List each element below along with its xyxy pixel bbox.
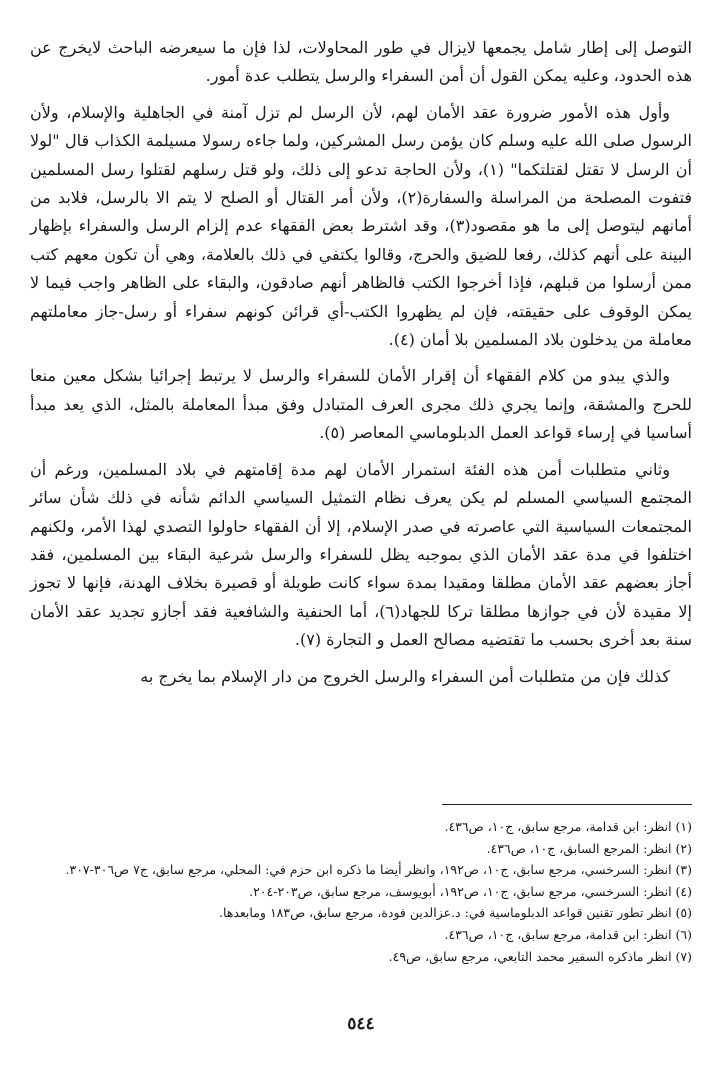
body-text	[30, 34, 692, 691]
book-page	[30, 34, 692, 1051]
footnote-3: (٣) انظر: السرخسي، مرجع سابق، ج١٠، ص١٩٢، وانظر أيضا ما ذكره ابن حزم في: المحلي، مرجع سابق، ج٧ ص٣٠٦-٣٠٧.	[65, 862, 692, 878]
footnote-5: (٥) انظر تطور تقنين قواعد الدبلوماسية في: د.عزالدين فودة، مرجع سابق، ص١٨٣ ومابعدها.	[218, 905, 692, 921]
footnotes	[30, 816, 692, 967]
footnote-1: (١) انظر: ابن قدامة، مرجع سابق، ج١٠، ص٤٣٦.	[444, 819, 692, 834]
footnote-divider	[442, 804, 692, 805]
footnote-4: (٤) انظر: السرخسي، مرجع سابق، ج١٠، ص١٩٢، أبويوسف، مرجع سابق، ص٢٠٣-٢٠٤.	[249, 883, 692, 899]
footnote-2: (٢) انظر: المرجع السابق، ج١٠، ص٤٣٦.	[486, 840, 692, 856]
page-number: ٥٤٤	[347, 1014, 375, 1034]
paragraph-departure: كذلك فإن من متطلبات أمن السفراء والرسل الخروج من دار الإسلام بما يخرج به	[140, 666, 670, 686]
paragraph-reciprocity: والذي يبدو من كلام الفقهاء أن إقرار الأمان للسفراء والرسل لا يرتبط إجرائيا بشكل معين منعا للحرج والمشقة، وإنما يجري ذلك مجرى العرف المتبادل وفق مبدأ المعاملة بالمثل، الذي يعد مبدأ أساسيا في إرساء قواعد العمل الدبلوماسي المعاصر (٥).	[30, 366, 692, 443]
paragraph-continuation: التوصل إلى إطار شامل يجمعها لايزال في طور المحاولات، لذا فإن ما سيعرضه الباحث لايخرج عن هذه الحدود، وعليه يمكن القول أن أمن السفراء والرسل يتطلب عدة أمور.	[30, 38, 692, 86]
footnote-6: (٦) انظر: ابن قدامة، مرجع سابق، ج١٠، ص٤٣٦.	[444, 926, 692, 942]
paragraph-safe-conduct: وأول هذه الأمور ضرورة عقد الأمان لهم، لأن الرسل لم تزل آمنة في الجاهلية والإسلام، ولأن الرسول صلى الله عليه وسلم كان يؤمن رسل المشركين، ولما جاءه رسولا مسيلمة الكذاب قال "لولا أن الرسل لا تقتل لقتلتكما" (١)، ولأن الحاجة تدعو إلى ذلك، ولو قتل رسلهم لقتلوا رسل المسلمين فتفوت المصلحة من المراسلة والسفارة(٢)، ولأن أمر القتال أو الصلح لا يتم الا بالرسل، فلابد من أمانهم ليتوصل إلى ما هو مقصود(٣)، وقد اشترط بعض الفقهاء عدم إلزام الرسل والسفراء بإظهار البينة على أنهم كذلك، رفعا للضيق والحرج، وقالوا يكتفي في ذلك بالعلامة، وهي أن تكون معهم كتب ممن أرسلوا من قبلهم، فإذا أخرجوا الكتب فالظاهر أنهم صادقون، والبقاء على الظاهر واجب فيما لا يمكن الوقوف على حقيقته، فإن لم يظهروا الكتب-أي قرائن كونهم سفراء أو رسل-جاز معاملتهم معاملة من يدخلون بلاد المسلمين بلا أمان (٤).	[30, 102, 693, 350]
footnote-7: (٧) انظر ماذكره السفير محمد التابعي، مرجع سابق، ص٤٩.	[388, 948, 692, 964]
paragraph-duration: وثاني متطلبات أمن هذه الفئة استمرار الأمان لهم مدة إقامتهم في بلاد المسلمين، ورغم أن المجتمع السياسي المسلم لم يكن يعرف نظام التمثيل السياسي الدائم شأنه في ذلك شأن سائر المجتمعات السياسية التي عاصرته في صدر الإسلام، إلا أن الفقهاء حاولوا التصدي لهذا الأمر، ولكنهم اختلفوا في مدة عقد الأمان الذي بموجبه يظل للسفراء والرسل شرعية البقاء بين المسلمين، فقد أجاز بعضهم عقد الأمان مطلقا ومقيدا بمدة سواء كانت طويلة أو قصيرة بخلاف الهدنة، فإنها لا تجوز إلا مقيدة لأن في جوازها مطلقا تركا للجهاد(٦)، أما الحنفية والشافعية فقد أجازو تجديد عقد الأمان سنة بعد أخرى بحسب ما تقتضيه مصالح العمل و التجارة (٧).	[30, 459, 693, 650]
